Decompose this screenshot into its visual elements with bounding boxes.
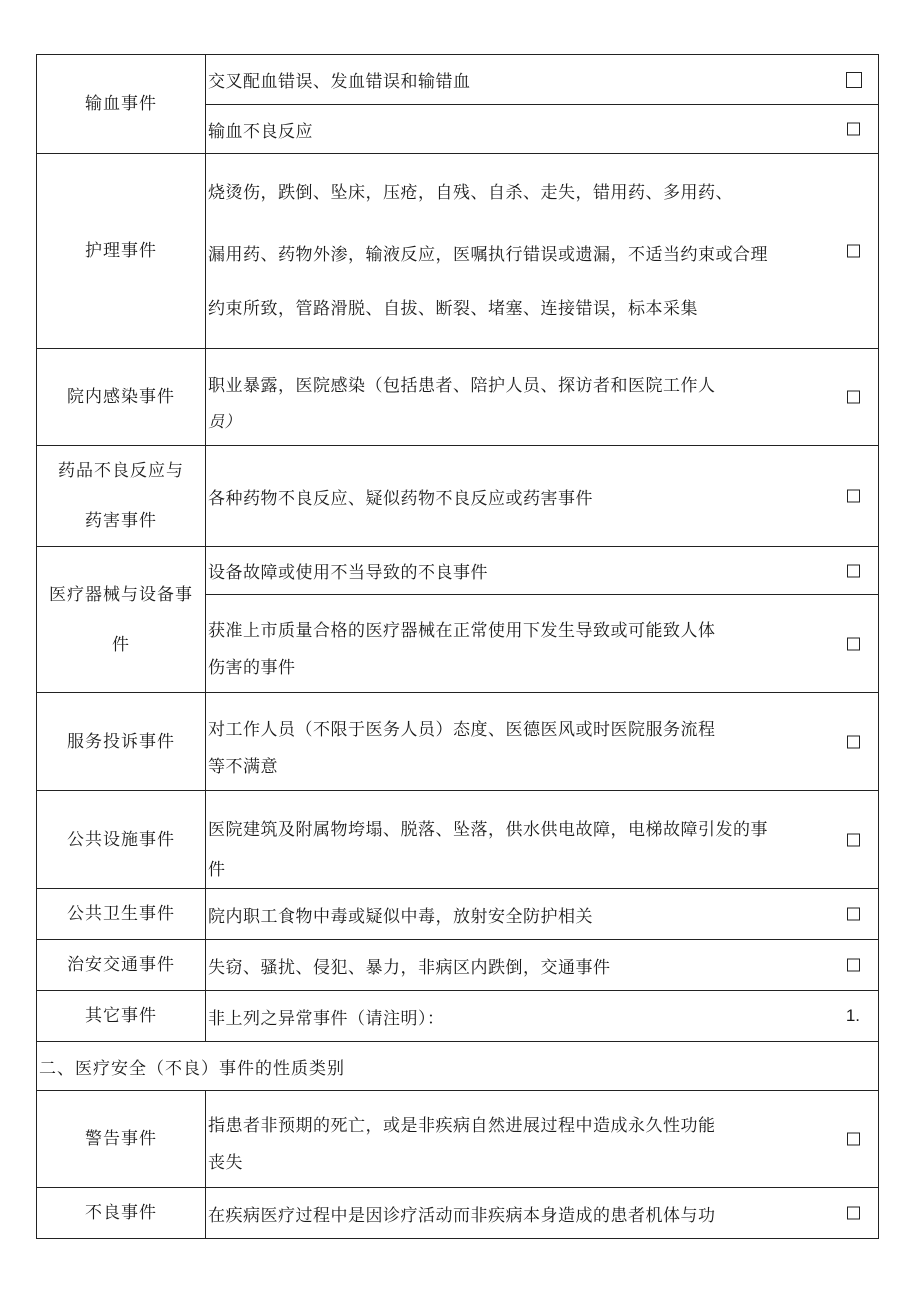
checkbox[interactable] — [847, 959, 860, 972]
checkbox[interactable] — [847, 123, 860, 136]
item-text: 设备故障或使用不当导致的不良事件 — [208, 563, 488, 583]
item-text: 交叉配血错误、发血错误和输错血 — [208, 72, 471, 92]
item-other — [206, 991, 879, 1042]
item-text-line2: 等不满意 — [208, 756, 278, 777]
item-text-line2: 伤害的事件 — [208, 657, 296, 678]
item-text: 院内职工食物中毒或疑似中毒，放射安全防护相关 — [208, 906, 593, 927]
checkbox[interactable] — [846, 72, 862, 88]
item-drug — [206, 446, 879, 547]
item-text-line1: 对工作人员（不限于医务人员）态度、医德医风或时医院服务流程 — [208, 719, 716, 740]
category-device — [37, 547, 206, 693]
checkbox[interactable] — [847, 391, 860, 404]
item-text-line3: 约束所致，管路滑脱、自拔、断裂、堵塞、连接错误，标本采集 — [208, 299, 698, 319]
checkbox[interactable] — [847, 490, 860, 503]
category-facility: 公共设施事件 — [37, 791, 206, 889]
category-public-health: 公共卫生事件 — [37, 889, 206, 940]
checkbox[interactable] — [847, 1133, 860, 1146]
checkbox[interactable] — [847, 245, 860, 258]
category-warning: 警告事件 — [37, 1091, 206, 1188]
category-transfusion: 输血事件 — [37, 55, 206, 154]
item-device-failure — [206, 547, 879, 595]
item-text: 在疾病医疗过程中是因诊疗活动而非疾病本身造成的患者机体与功 — [208, 1205, 716, 1226]
item-text: 失窃、骚扰、侵犯、暴力，非病区内跌倒，交通事件 — [208, 957, 611, 978]
checkbox[interactable] — [847, 637, 860, 650]
item-text-line2: 员） — [208, 412, 242, 431]
item-adverse — [206, 1188, 879, 1239]
category-line1: 药品不良反应与 — [58, 461, 184, 481]
checkbox[interactable] — [847, 908, 860, 921]
other-number: 1. — [845, 1006, 860, 1025]
checkbox[interactable] — [847, 735, 860, 748]
item-text-line1: 职业暴露，医院感染（包括患者、陪护人员、探访者和医院工作人 — [208, 376, 716, 396]
item-text-line1: 获准上市质量合格的医疗器械在正常使用下发生导致或可能致人体 — [208, 620, 716, 641]
item-transfusion-mismatch — [206, 55, 879, 105]
category-infection: 院内感染事件 — [37, 349, 206, 446]
category-line2: 药害事件 — [85, 511, 157, 531]
category-other: 其它事件 — [37, 991, 206, 1042]
item-text-line1: 医院建筑及附属物垮塌、脱落、坠落，供水供电故障，电梯故障引发的事 — [208, 819, 768, 840]
item-text-line2: 丧失 — [208, 1153, 243, 1173]
category-line2: 件 — [112, 634, 130, 655]
item-warning — [206, 1091, 879, 1188]
section-title: 二、医疗安全（不良）事件的性质类别 — [37, 1042, 879, 1091]
checkbox[interactable] — [847, 833, 860, 846]
category-adverse: 不良事件 — [37, 1188, 206, 1239]
item-text-line2: 漏用药、药物外渗，输液反应，医嘱执行错误或遗漏，不适当约束或合理 — [208, 245, 768, 265]
item-complaint — [206, 693, 879, 791]
item-text: 输血不良反应 — [208, 121, 313, 142]
item-public-health — [206, 889, 879, 940]
item-device-harm — [206, 595, 879, 693]
item-infection — [206, 349, 879, 446]
item-text: 非上列之异常事件（请注明）： — [208, 1008, 445, 1029]
category-line1: 医疗器械与设备事 — [49, 584, 193, 605]
item-nursing — [206, 154, 879, 349]
item-text-line1: 烧烫伤，跌倒、坠床，压疮，自残、自杀、走失，错用药、多用药、 — [208, 183, 733, 203]
item-text-line2: 件 — [208, 859, 226, 880]
item-text-line1: 指患者非预期的死亡，或是非疾病自然进展过程中造成永久性功能 — [208, 1116, 716, 1136]
checkbox[interactable] — [847, 564, 860, 577]
category-drug — [37, 446, 206, 547]
category-complaint: 服务投诉事件 — [37, 693, 206, 791]
item-facility — [206, 791, 879, 889]
category-security-traffic: 治安交通事件 — [37, 940, 206, 991]
item-transfusion-reaction — [206, 105, 879, 154]
item-text: 各种药物不良反应、疑似药物不良反应或药害事件 — [208, 488, 593, 509]
category-nursing: 护理事件 — [37, 154, 206, 349]
event-form-table — [36, 54, 879, 1239]
item-security-traffic — [206, 940, 879, 991]
checkbox[interactable] — [847, 1207, 860, 1220]
